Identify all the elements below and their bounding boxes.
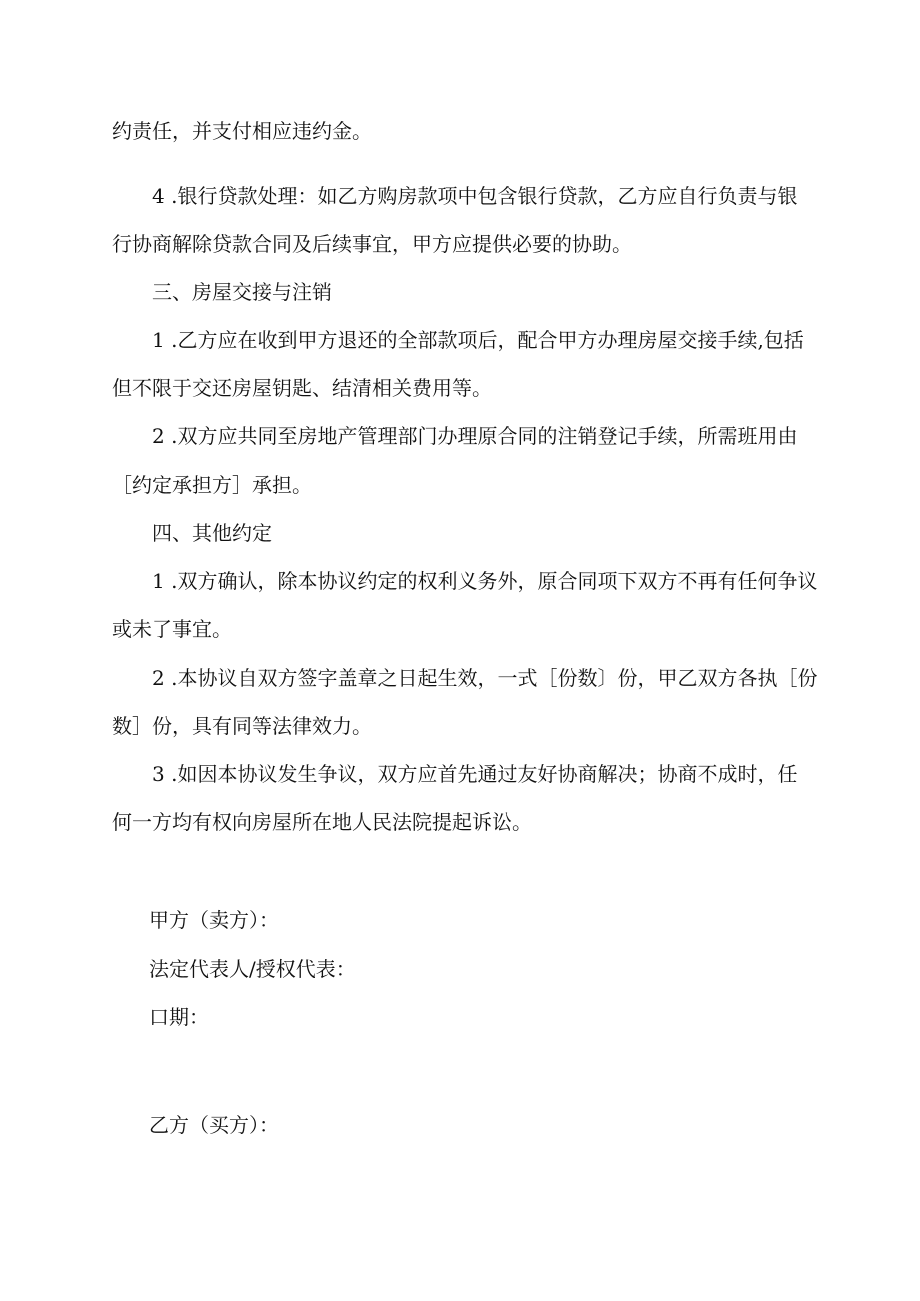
clause-4-line-2: 行协商解除贷款合同及后续事宜，甲方应提供必要的协助。 (112, 232, 632, 256)
section-heading-3: 三、房屋交接与注销 (152, 280, 332, 304)
representative-label: 法定代表人/授权代表： (149, 957, 356, 981)
section4-clause-3-line-2: 何一方均有权向房屋所在地人民法院提起诉讼。 (112, 810, 532, 834)
party-b-signature-label: 乙方（买方）： (149, 1113, 279, 1137)
paragraph-line: 约责任，并支付相应违约金。 (112, 119, 372, 143)
section3-clause-1-line-1: 1 .乙方应在收到甲方退还的全部款项后，配合甲方办理房屋交接手续,包括 (152, 328, 804, 352)
date-label: 口期： (149, 1005, 209, 1029)
section3-clause-2-line-2: ［约定承担方］承担。 (112, 473, 312, 497)
section4-clause-3-line-1: 3 .如因本协议发生争议，双方应首先通过友好协商解决；协商不成时，任 (152, 762, 798, 786)
section4-clause-1-line-2: 或未了事宜。 (112, 617, 232, 641)
section3-clause-2-line-1: 2 .双方应共同至房地产管理部门办理原合同的注销登记手续，所需班用由 (152, 424, 798, 448)
party-a-signature-label: 甲方（卖方）： (149, 908, 279, 932)
section-heading-4: 四、其他约定 (152, 521, 272, 545)
section4-clause-1-line-1: 1 .双方确认，除本协议约定的权利义务外，原合同项下双方不再有任何争议 (152, 569, 818, 593)
section3-clause-1-line-2: 但不限于交还房屋钥匙、结清相关费用等。 (112, 376, 492, 400)
section4-clause-2-line-2: 数］份，具有同等法律效力。 (112, 714, 372, 738)
section4-clause-2-line-1: 2 .本协议自双方签字盖章之日起生效，一式［份数〕份，甲乙双方各执［份 (152, 666, 818, 690)
clause-4-line-1: 4 .银行贷款处理：如乙方购房款项中包含银行贷款，乙方应自行负责与银 (152, 184, 798, 208)
